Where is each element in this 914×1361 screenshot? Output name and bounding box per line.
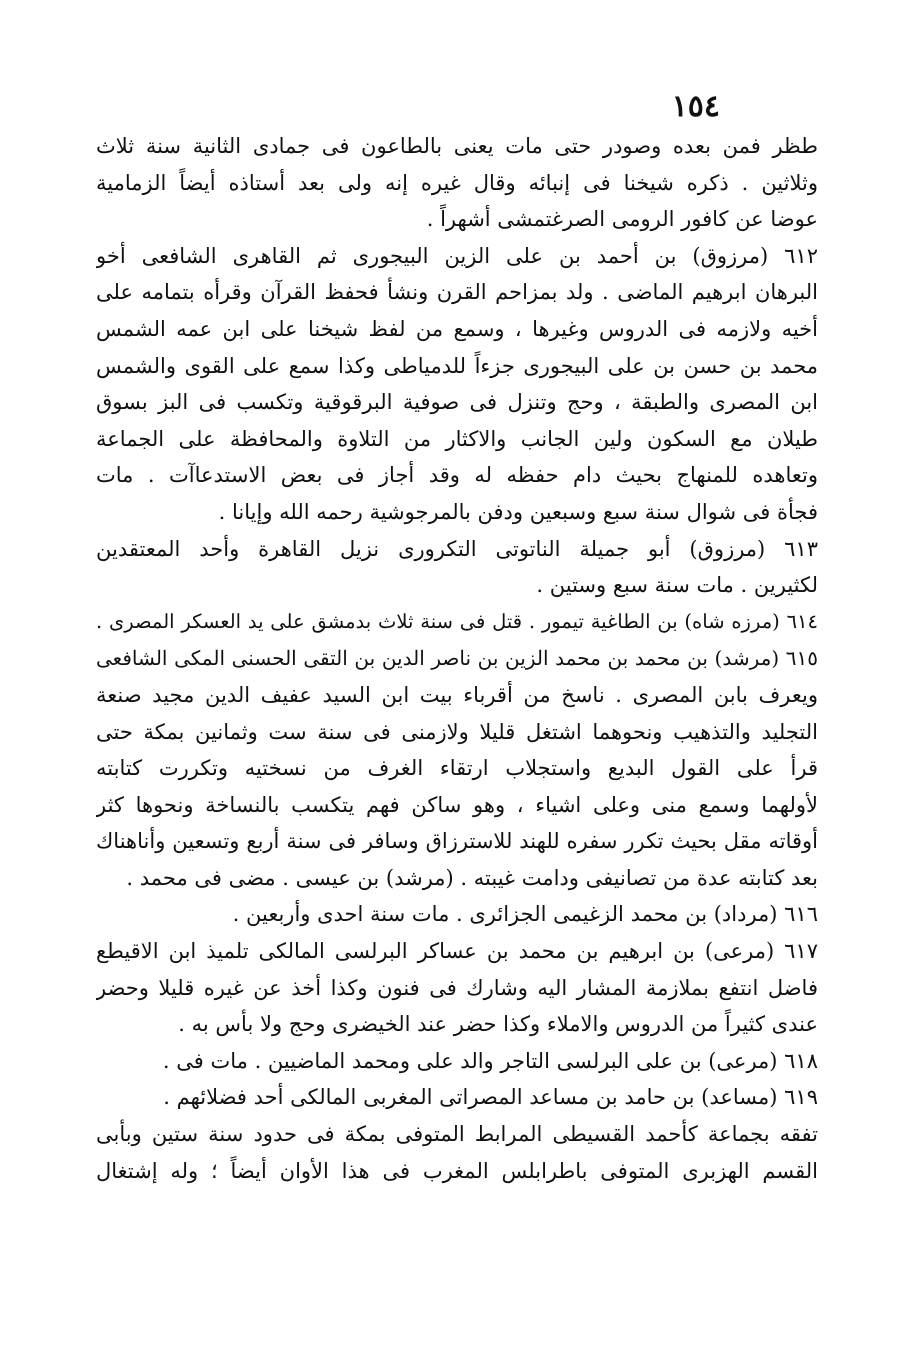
text-line: ٦١٢ (مرزوق) بن أحمد بن على الزين البيجورى ثم القاهرى الشافعى أخو <box>96 243 818 268</box>
text-line: فاضل انتفع بملازمة المشار اليه وشارك فى فنون وكذا أخذ عن غيره قليلا وحضر <box>96 975 818 1000</box>
text-line: ٦١٨ (مرعى) بن على البرلسى التاجر والد على ومحمد الماضيين . مات فى . <box>162 1048 818 1073</box>
text-line: التجليد والتذهيب ونحوهما اشتغل قليلا ولازمنى فى سنة ست وثمانين بمكة حتى <box>96 719 818 744</box>
text-line: لكثيرين . مات سنة سبع وستين . <box>536 573 818 598</box>
text-line: عندى كثيراً من الدروس والاملاء وكذا حضر عند الخيضرى وحج ولا بأس به . <box>178 1012 818 1037</box>
text-line: أوقاته مقل بحيث تكرر سفره للهند للاسترزاق وسافر فى سنة أربع وتسعين وأناهناك <box>96 829 818 854</box>
text-line: تفقه بجماعة كأحمد القسيطى المرابط المتوفى بمكة فى حدود سنة ستين وبأبى <box>96 1122 818 1147</box>
text-line: البرهان ابرهيم الماضى . ولد بمزاحم القرن ونشأ فحفظ القرآن وقرأه بتمامه على <box>96 280 818 305</box>
text-line: بعد كتابته عدة من تصانيفى ودامت غيبته . (مرشد) بن عيسى . مضى فى محمد . <box>126 865 818 890</box>
text-line: طظر فمن بعده وصودر حتى مات يعنى بالطاعون فى جمادى الثانية سنة ثلاث <box>96 134 818 158</box>
text-line: ابن المصرى والطبقة ، وحج وتنزل فى صوفية البرقوقية وتكسب فى البز بسوق <box>96 390 818 415</box>
text-line: لأولهما وسمع منى وعلى اشياء ، وهو ساكن فهم يتكسب بالنساخة ونحوها كثر <box>96 792 818 817</box>
page-number: ١٥٤ <box>671 89 720 124</box>
text-line: عوضا عن كافور الرومى الصرغتمشى أشهراً . <box>426 207 818 232</box>
text-line: ٦١٥ (مرشد) بن محمد بن محمد الزين بن ناصر الدين بن التقى الحسنى المكى الشافعى <box>96 646 818 671</box>
text-line: وتعاهده للمنهاج بحيث دام حفظه له وقد أجاز فى بعض الاستدعاآت . مات <box>96 463 818 488</box>
text-line: ٦١٩ (مساعد) بن حامد بن مساعد المصراتى المغربى المالكى أحد فضلائهم . <box>163 1085 818 1110</box>
text-line: ٦١٣ (مرزوق) أبو جميلة الناتوتى التكرورى نزيل القاهرة وأحد المعتقدين <box>96 536 818 561</box>
text-line: ٦١٦ (مرداد) بن محمد الزغيمى الجزائرى . مات سنة احدى وأربعين . <box>232 902 818 927</box>
text-line: أخيه ولازمه فى الدروس وغيرها ، وسمع من لفظ شيخنا على ابن عمه الشمس <box>96 316 818 341</box>
text-line: ٦١٤ (مرزه شاه) بن الطاغية تيمور . قتل فى سنة ثلاث بدمشق على يد العسكر المصرى . <box>96 609 818 633</box>
text-line: قرأ على القول البديع واستجلاب ارتقاء الغرف من نسختيه وتكررت كتابته <box>96 756 818 781</box>
text-line: القسم الهزبرى المتوفى باطرابلس المغرب فى هذا الأوان أيضاً ؛ وله إشتغال <box>96 1158 818 1183</box>
text-line: ٦١٧ (مرعى) بن ابرهيم بن محمد بن عساكر البرلسى المالكى تلميذ ابن الاقيطع <box>96 939 818 964</box>
body-text <box>96 128 818 1189</box>
text-line: فجأة فى شوال سنة سبع وسبعين ودفن بالمرجوشية رحمه الله وإيانا . <box>218 499 818 524</box>
text-line: ويعرف بابن المصرى . ناسخ من أقرباء بيت ابن السيد عفيف الدين مجيد صنعة <box>96 682 818 707</box>
text-line: وثلاثين . ذكره شيخنا فى إنبائه وقال غيره إنه ولى بعد أستاذه أيضاً الزمامية <box>96 170 818 195</box>
text-line: محمد بن حسن بن على البيجورى جزءاً للدمياطى وكذا سمع على القوى والشمس <box>96 353 818 378</box>
text-line: طيلان مع السكون ولين الجانب والاكثار من التلاوة والمحافظة على الجماعة <box>96 426 818 451</box>
